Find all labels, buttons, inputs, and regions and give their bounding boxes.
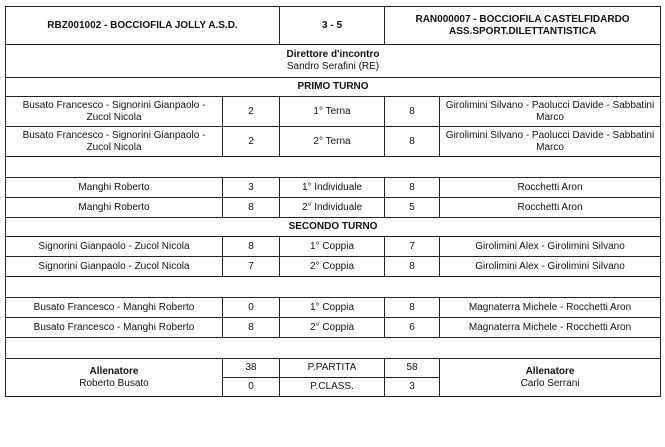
- director-name: Sandro Serafini (RE): [286, 61, 380, 72]
- match-row: [6, 178, 661, 198]
- home-score: 0: [223, 298, 280, 318]
- home-players: Signorini Gianpaolo - Zucol Nicola: [6, 237, 223, 257]
- match-row: [6, 298, 661, 318]
- home-coach: [6, 359, 223, 397]
- spacer-row: [6, 338, 661, 359]
- match-row: [6, 318, 661, 338]
- home-score: 8: [223, 318, 280, 338]
- section-row: [6, 78, 661, 97]
- away-coach: [440, 359, 661, 397]
- home-players: Busato Francesco - Signorini Gianpaolo - Zucol Nicola: [6, 127, 223, 157]
- away-players: Magnaterra Michele - Rocchetti Aron: [440, 318, 661, 338]
- section-second: SECONDO TURNO: [6, 218, 661, 237]
- away-coach-name: Carlo Serrani: [520, 377, 580, 389]
- match-row: [6, 97, 661, 127]
- away-players: Magnaterra Michele - Rocchetti Aron: [440, 298, 661, 318]
- home-players: Busato Francesco - Manghi Roberto: [6, 298, 223, 318]
- home-score: 3: [223, 178, 280, 198]
- away-score: 8: [385, 127, 440, 157]
- match-row: [6, 198, 661, 218]
- away-score: 8: [385, 178, 440, 198]
- match-row: [6, 237, 661, 257]
- spacer-cell: [6, 157, 661, 178]
- game-type: 2° Coppia: [280, 318, 385, 338]
- director-row: [6, 45, 661, 78]
- away-players: Girolimini Silvano - Paolucci Davide - Sabbatini Marco: [440, 127, 661, 157]
- away-players: Rocchetti Aron: [440, 178, 661, 198]
- away-coach-label: Allenatore: [525, 365, 575, 377]
- match-score: 3 - 5: [280, 7, 385, 45]
- away-score: 8: [385, 298, 440, 318]
- away-score: 7: [385, 237, 440, 257]
- home-players: Busato Francesco - Signorini Gianpaolo - Zucol Nicola: [6, 97, 223, 127]
- away-players: Girolimini Silvano - Paolucci Davide - Sabbatini Marco: [440, 97, 661, 127]
- director-cell: [6, 45, 661, 78]
- game-type: 1° Coppia: [280, 298, 385, 318]
- director-label: Direttore d'incontro: [286, 49, 380, 60]
- spacer-row: [6, 277, 661, 298]
- home-players: Manghi Roberto: [6, 198, 223, 218]
- away-players: Rocchetti Aron: [440, 198, 661, 218]
- partita-away: 58: [385, 359, 440, 378]
- away-players: Girolimini Alex - Girolimini Silvano: [440, 257, 661, 277]
- section-first: PRIMO TURNO: [6, 78, 661, 97]
- game-type: 2° Coppia: [280, 257, 385, 277]
- away-score: 5: [385, 198, 440, 218]
- class-away: 3: [385, 378, 440, 397]
- game-type: 1° Individuale: [280, 178, 385, 198]
- partita-home: 38: [223, 359, 280, 378]
- match-row: [6, 257, 661, 277]
- spacer-row: [6, 157, 661, 178]
- spacer-cell: [6, 277, 661, 298]
- class-home: 0: [223, 378, 280, 397]
- away-score: 8: [385, 97, 440, 127]
- home-score: 2: [223, 97, 280, 127]
- away-score: 8: [385, 257, 440, 277]
- away-score: 6: [385, 318, 440, 338]
- partita-label: P.PARTITA: [280, 359, 385, 378]
- away-team: RAN000007 - BOCCIOFILA CASTELFIDARDO ASS.SPORT.DILETTANTISTICA: [385, 7, 661, 45]
- away-players: Girolimini Alex - Girolimini Silvano: [440, 237, 661, 257]
- match-report-table: [5, 6, 661, 397]
- summary-row: [6, 359, 661, 378]
- header-row: [6, 7, 661, 45]
- home-score: 2: [223, 127, 280, 157]
- home-coach-label: Allenatore: [89, 365, 139, 377]
- home-score: 7: [223, 257, 280, 277]
- class-label: P.CLASS.: [280, 378, 385, 397]
- match-row: [6, 127, 661, 157]
- home-team: RBZ001002 - BOCCIOFILA JOLLY A.S.D.: [6, 7, 280, 45]
- home-players: Busato Francesco - Manghi Roberto: [6, 318, 223, 338]
- home-coach-name: Roberto Busato: [79, 377, 149, 389]
- game-type: 2° Individuale: [280, 198, 385, 218]
- home-score: 8: [223, 198, 280, 218]
- game-type: 1° Coppia: [280, 237, 385, 257]
- section-row: [6, 218, 661, 237]
- game-type: 1° Terna: [280, 97, 385, 127]
- home-players: Manghi Roberto: [6, 178, 223, 198]
- spacer-cell: [6, 338, 661, 359]
- game-type: 2° Terna: [280, 127, 385, 157]
- home-players: Signorini Gianpaolo - Zucol Nicola: [6, 257, 223, 277]
- home-score: 8: [223, 237, 280, 257]
